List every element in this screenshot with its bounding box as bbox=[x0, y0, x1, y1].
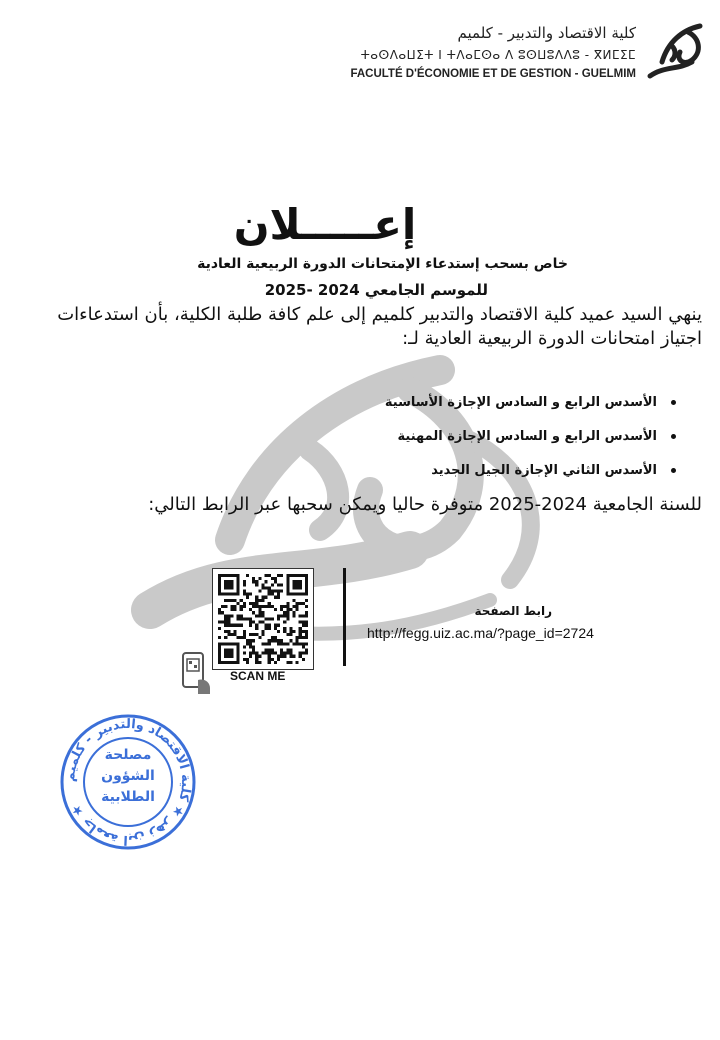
qr-code[interactable] bbox=[212, 568, 314, 670]
bullet-icon bbox=[671, 400, 676, 405]
phone-scan-icon bbox=[180, 650, 214, 696]
announcement-subtitle: خاص بسحب إستدعاء الإمتحانات الدورة الربيعية العادية bbox=[197, 256, 568, 272]
list-item: الأسدس الرابع و السادس الإجازة الأساسية bbox=[385, 393, 676, 427]
faculty-name-arabic: كلية الاقتصاد والتدبير - كلميم bbox=[457, 24, 636, 42]
list-item: الأسدس الرابع و السادس الإجازة المهنية bbox=[385, 427, 676, 461]
stamp-outer-text: جامعة ابن زهر ★ كلية الاقتصاد والتدبير - كلميم ★ bbox=[62, 716, 194, 848]
stamp-center-text: مصلحة الشؤون الطلابية bbox=[101, 747, 155, 805]
academic-season: للموسم الجامعي 2024 -2025 bbox=[264, 281, 488, 299]
faculty-name-french: FACULTÉ D'ÉCONOMIE ET DE GESTION - GUELMIM bbox=[350, 68, 636, 80]
faculty-header bbox=[350, 18, 710, 88]
bullet-icon bbox=[671, 468, 676, 473]
faculty-name-tifinagh: ⵜⴰⵙⴷⴰⵡⵉⵜ ⵏ ⵜⴷⴰⵎⵙⴰ ⴷ ⵓⵙⵡⵓⴷⴷⵓ - ⴳⵍⵎⵉⵎ bbox=[360, 48, 636, 62]
semester-list bbox=[385, 393, 676, 495]
qr-code-icon bbox=[218, 574, 308, 664]
university-logo-icon bbox=[642, 18, 710, 86]
availability-text: للسنة الجامعية 2024-2025 متوفرة حاليا ويمكن سحبها عبر الرابط التالي: bbox=[148, 494, 702, 515]
page-link-url[interactable]: http://fegg.uiz.ac.ma/?page_id=2724 bbox=[367, 625, 594, 641]
page-link-label: رابط الصفحة bbox=[474, 604, 552, 618]
scan-me-label: SCAN ME bbox=[230, 669, 286, 683]
vertical-divider bbox=[343, 568, 346, 666]
announcement-title: إعـــــلان bbox=[233, 200, 417, 249]
announcement-body: ينهي السيد عميد كلية الاقتصاد والتدبير كلميم إلى علم كافة طلبة الكلية، بأن استدعاءات اجتياز امتحانات الدورة الربيعية العادية لـ: bbox=[57, 304, 702, 349]
list-item: الأسدس الثاني الإجازة الجيل الجديد bbox=[385, 461, 676, 495]
bullet-icon bbox=[671, 434, 676, 439]
